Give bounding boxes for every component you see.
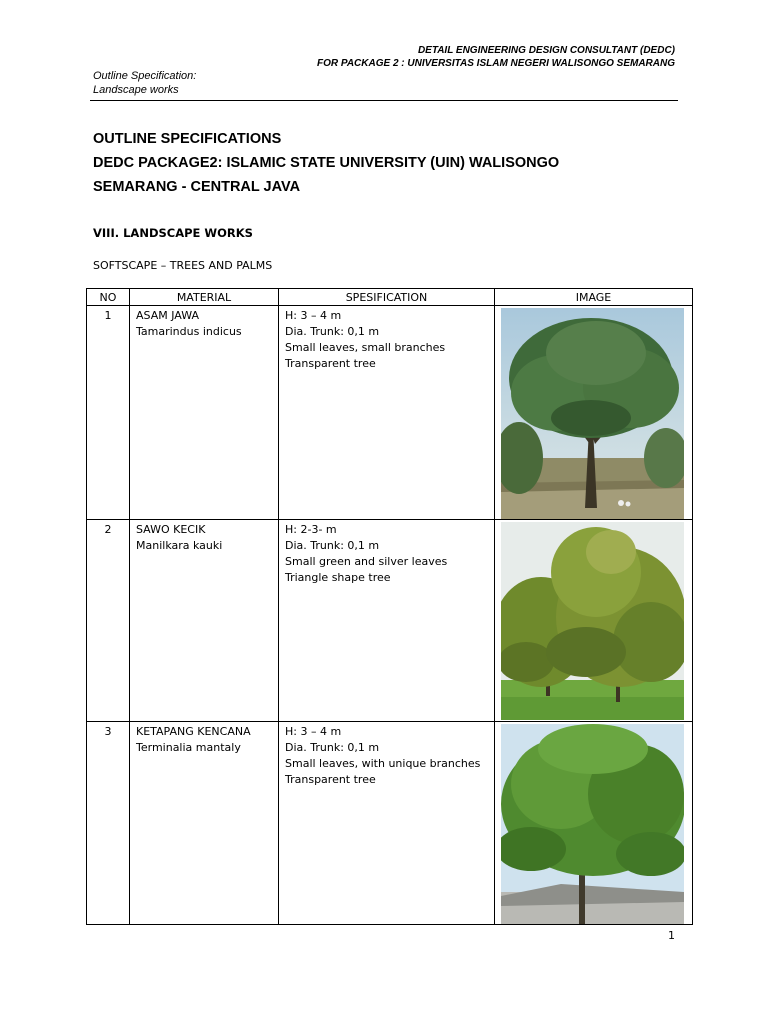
- row-number: 3: [87, 722, 130, 925]
- material-name: SAWO KECIK: [136, 523, 206, 536]
- image-cell: [495, 722, 693, 925]
- document-titles: [93, 127, 559, 199]
- table-row: [87, 520, 693, 722]
- spec-trunk: Dia. Trunk: 0,1 m: [285, 741, 380, 754]
- spec-cell: [279, 520, 495, 722]
- spec-leaves: Small leaves, with unique branches: [285, 757, 481, 770]
- material-cell: [130, 306, 279, 520]
- spec-leaves: Small leaves, small branches: [285, 341, 446, 354]
- document-header-right: [317, 44, 675, 70]
- spec-trunk: Dia. Trunk: 0,1 m: [285, 325, 380, 338]
- spec-height: H: 3 – 4 m: [285, 309, 342, 322]
- ketapang-kencana-tree-photo: [501, 724, 684, 924]
- material-cell: [130, 722, 279, 925]
- material-name: KETAPANG KENCANA: [136, 725, 251, 738]
- subsection-heading: SOFTSCAPE – TREES AND PALMS: [93, 259, 273, 272]
- document-header-left: [93, 69, 196, 97]
- material-cell: [130, 520, 279, 722]
- title-line-2: DEDC PACKAGE2: ISLAMIC STATE UNIVERSITY (UIN) WALISONGO: [93, 155, 560, 171]
- consultant-title: DETAIL ENGINEERING DESIGN CONSULTANT (DEDC): [417, 45, 675, 56]
- page-number: 1: [668, 929, 675, 942]
- doc-type-label: Outline Specification:: [93, 70, 197, 82]
- section-heading: VIII. LANDSCAPE WORKS: [93, 226, 253, 240]
- header-divider: [90, 100, 678, 101]
- row-number: 1: [87, 306, 130, 520]
- title-line-1: OUTLINE SPECIFICATIONS: [93, 131, 282, 147]
- image-cell: [495, 520, 693, 722]
- asam-jawa-tree-photo: [501, 308, 684, 519]
- material-latin-name: Manilkara kauki: [136, 539, 223, 552]
- table-header-row: [87, 289, 693, 306]
- specification-table: [86, 288, 693, 925]
- sawo-kecik-tree-photo: [501, 522, 684, 720]
- spec-shape: Transparent tree: [285, 773, 376, 786]
- header-image: IMAGE: [495, 289, 693, 306]
- material-name: ASAM JAWA: [136, 309, 199, 322]
- table-row: [87, 306, 693, 520]
- spec-trunk: Dia. Trunk: 0,1 m: [285, 539, 380, 552]
- spec-cell: [279, 722, 495, 925]
- spec-leaves: Small green and silver leaves: [285, 555, 448, 568]
- material-latin-name: Terminalia mantaly: [136, 741, 241, 754]
- header-material: MATERIAL: [130, 289, 279, 306]
- spec-shape: Triangle shape tree: [285, 571, 391, 584]
- row-number: 2: [87, 520, 130, 722]
- spec-cell: [279, 306, 495, 520]
- material-latin-name: Tamarindus indicus: [136, 325, 242, 338]
- image-cell: [495, 306, 693, 520]
- package-title: FOR PACKAGE 2 : UNIVERSITAS ISLAM NEGERI WALISONGO SEMARANG: [317, 58, 675, 69]
- doc-subject-label: Landscape works: [93, 84, 179, 96]
- title-line-3: SEMARANG - CENTRAL JAVA: [93, 179, 301, 195]
- spec-height: H: 3 – 4 m: [285, 725, 342, 738]
- header-spec: SPESIFICATION: [279, 289, 495, 306]
- header-no: NO: [87, 289, 130, 306]
- spec-shape: Transparent tree: [285, 357, 376, 370]
- table-row: [87, 722, 693, 925]
- spec-height: H: 2-3- m: [285, 523, 337, 536]
